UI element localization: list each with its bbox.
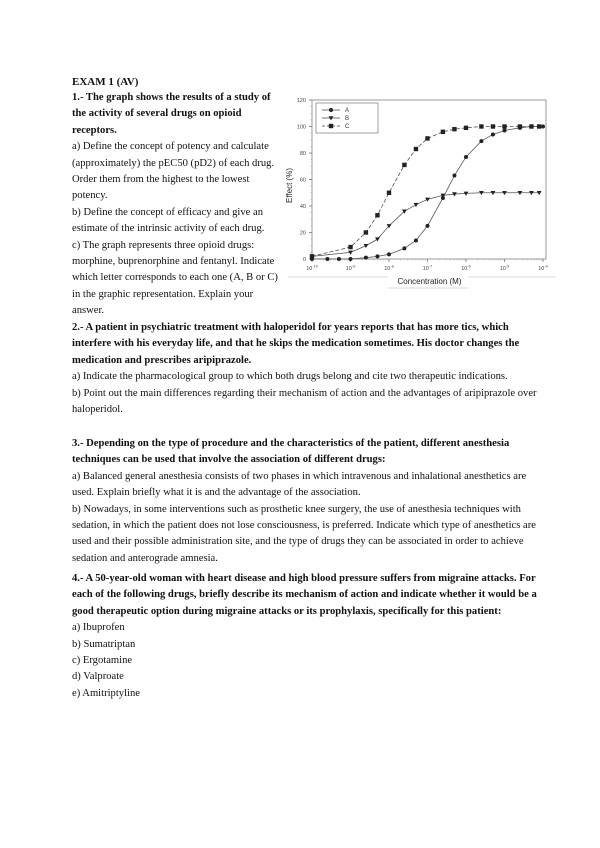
data-point-c	[402, 163, 406, 167]
question-4-item-b: b) Sumatriptan	[72, 638, 136, 650]
legend-marker-a	[329, 108, 333, 112]
question-2	[72, 320, 542, 418]
data-point-a	[414, 238, 418, 242]
legend-label-c: C	[345, 124, 350, 131]
x-tick-label: $10^{-10}$	[306, 264, 318, 272]
series-line-b	[312, 193, 539, 257]
data-point-b	[425, 198, 430, 202]
question-4-item-d: d) Valproate	[72, 671, 124, 683]
data-point-c	[491, 124, 495, 128]
data-point-c	[348, 245, 352, 249]
data-point-a	[479, 139, 483, 143]
y-tick-label: 100	[296, 124, 306, 131]
y-axis-label: Effect (%)	[285, 168, 294, 203]
x-tick-label: $10^{-4}$	[538, 264, 548, 272]
question-2-heading: 2.- A patient in psychiatric treatment with haloperidol for years reports that has more tics, which interfere with his everyday life, and that he skips the medication sometimes. His doctor changes the medication and prescribes aripiprazole.	[72, 322, 520, 366]
dose-response-chart	[284, 94, 560, 294]
question-4-item-e: e) Amitriptyline	[72, 687, 140, 699]
x-tick-label: $10^{-6}$	[461, 264, 471, 272]
data-point-c	[479, 124, 483, 128]
data-point-a	[364, 256, 368, 260]
question-1	[72, 90, 284, 320]
question-1-item-c: c) The graph represents three opioid drugs: morphine, buprenorphine and fentanyl. Indicate which letter corresponds to each one (A, B or C) in the graphic representation. Explain your answer.	[72, 239, 278, 317]
x-tick-label: $10^{-9}$	[345, 264, 356, 272]
question-4	[72, 571, 542, 702]
data-point-a	[349, 257, 353, 261]
data-point-a	[541, 125, 545, 129]
legend-label-b: B	[345, 116, 350, 123]
data-point-c	[414, 147, 418, 151]
y-tick-label: 60	[299, 177, 306, 184]
data-point-c	[425, 136, 429, 140]
x-axis-label: Concentration (M)	[397, 277, 462, 286]
data-point-b	[375, 237, 380, 241]
question-2-item-b: b) Point out the main differences regarding their mechanism of action and the advantages of aripiprazole over haloperidol.	[72, 387, 537, 416]
y-tick-label: 40	[299, 204, 306, 210]
data-point-c	[452, 127, 456, 131]
data-point-c	[310, 254, 314, 258]
data-point-a	[503, 128, 507, 132]
data-point-a	[491, 132, 495, 136]
question-1-heading: 1.- The graph shows the results of a study of the activity of several drugs on opioid receptors.	[72, 92, 271, 136]
question-1-item-a: a) Define the concept of potency and calculate (approximately) the pEC50 (pD2) of each drug. Order them from the highest to the lowest potency.	[72, 141, 275, 202]
data-point-c	[529, 124, 533, 128]
legend-marker-c	[329, 124, 333, 128]
data-point-a	[402, 246, 406, 250]
data-point-c	[441, 130, 445, 134]
data-point-b	[414, 203, 419, 207]
data-point-c	[518, 124, 522, 128]
legend-label-a: A	[345, 108, 350, 115]
data-point-a	[452, 174, 456, 178]
question-3-item-a: a) Balanced general anesthesia consists of two phases in which intravenous and inhalational anesthetics are used. Explain briefly what it is and the advantage of the association.	[72, 470, 527, 499]
data-point-c	[375, 213, 379, 217]
data-point-a	[426, 224, 430, 228]
data-point-c	[502, 124, 506, 128]
data-point-c	[364, 230, 368, 234]
data-point-a	[387, 252, 391, 256]
question-3-heading: 3.- Depending on the type of procedure and the characteristics of the patient, different anesthesia techniques can be used that involve the association of different drugs:	[72, 438, 510, 466]
data-point-c	[464, 126, 468, 130]
data-point-c	[537, 124, 541, 128]
question-4-item-a: a) Ibuprofen	[72, 622, 125, 634]
exam-title: EXAM 1 (AV)	[72, 76, 139, 88]
question-3-item-b: b) Nowadays, in some interventions such as prosthetic knee surgery, the use of anesthesia techniques with sedation, in which the patient does not lose consciousness, is preferred. Indicate which type of anesthetics are used and their possible administration site, and the type of drugs they can be associated in order to achieve sedation and anterograde amnesia.	[72, 503, 536, 564]
question-4-heading: 4.- A 50-year-old woman with heart disease and high blood pressure suffers from migraine attacks. For each of the following drugs, briefly describe its mechanism of action and indicate whether it would be a good therapeutic option during migraine attacks or its prophylaxis, specifically for this patient:	[72, 573, 537, 617]
y-tick-label: 80	[299, 151, 306, 157]
x-tick-label: $10^{-8}$	[384, 264, 394, 272]
data-point-c	[387, 191, 391, 195]
data-point-a	[375, 254, 379, 258]
data-point-a	[325, 257, 329, 261]
question-1-item-b: b) Define the concept of efficacy and give an estimate of the intrinsic activity of each drug.	[72, 206, 265, 235]
y-tick-label: 20	[299, 230, 306, 237]
y-tick-label: 120	[296, 98, 306, 104]
x-tick-label: $10^{-5}$	[499, 264, 510, 272]
x-tick-label: $10^{-7}$	[422, 264, 433, 272]
question-4-item-c: c) Ergotamine	[72, 655, 133, 667]
data-point-a	[337, 257, 341, 261]
chart-canvas	[284, 94, 560, 294]
data-point-a	[464, 155, 468, 159]
question-2-item-a: a) Indicate the pharmacological group to which both drugs belong and cite two therapeutic indications.	[72, 371, 508, 383]
question-3	[72, 436, 542, 567]
y-tick-label: 0	[302, 257, 306, 263]
